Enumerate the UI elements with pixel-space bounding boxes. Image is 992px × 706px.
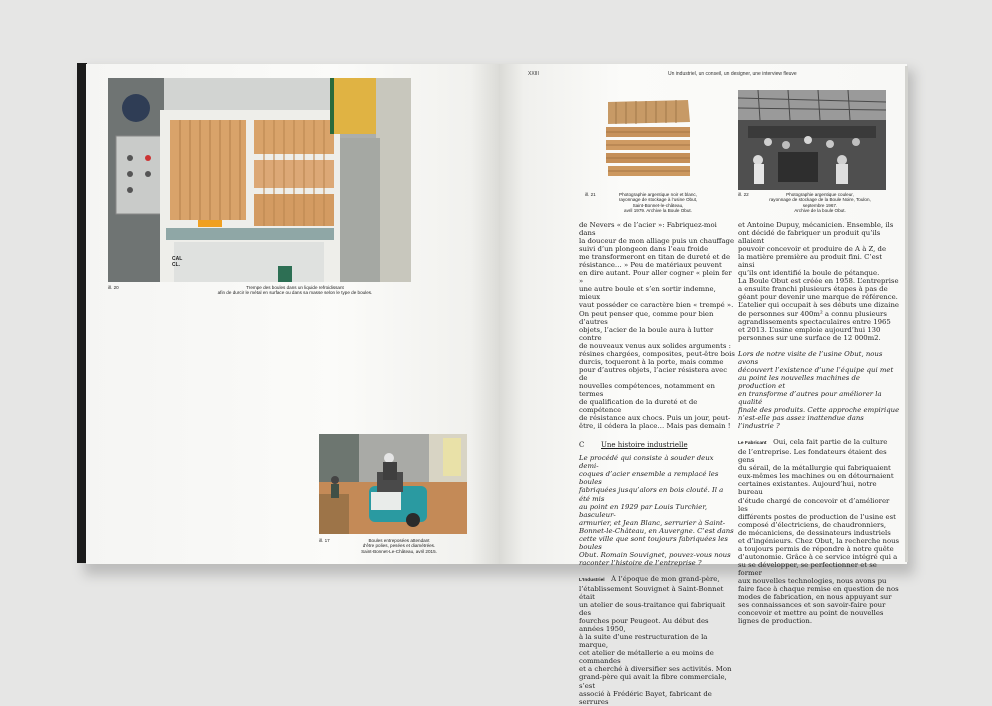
body-paragraph: et Antoine Dupuy, mécanicien. Ensemble, ils ont décidé de fabriquer un produit qu’ils allaient pouvoir concevoir et produire de A à Z, de la matière première au produit fini. C’est ainsi qu’ils ont identifié la boule de pétanque. La Boule Obut est créée en 1958. L’entreprise a ensuite franchi plusieurs étapes à pas de géant pour devenir une marque de référence. L’atelier qui occupait à ses débuts une dizaine de personnes sur 400m² a connu plusieurs agrandissements spectaculaires entre 1965 et 2013. L’usine emploie aujourd’hui 130 personnes sur une surface de 12 000m2. [738, 221, 899, 342]
photo-ill-21-image [602, 98, 694, 180]
running-title: Un industriel, un conseil, un designer, une interview fleuve [668, 71, 797, 77]
spacer [579, 567, 735, 575]
body-paragraph: de Nevers « de l’acier »: Fabriquez-moi dans la douceur de mon alliage puis un chauffage suivi d’un plongeon dans l’eau froide me transformeront en titan de dureté et de résistance… » Peu de matériaux peuvent en dire autant. Pour aller cogner « plein fer » une autre boule et s’en sortir indemne, mieux vaut posséder ce caractère bien « trempé ». On peut penser que, comme pour bien d’autres objets, l’acier de la boule aura à lutter contre de nouveaux venus aux solides arguments : résines chargées, composites, peut-être bois durcis, toqueront à la porte, mais comme pour d’autres objets, l’acier résistera avec de nouvelles compétences, notamment en termes de qualification de la dureté et de compétence de résistance aux chocs. Puis un jour, peut- être, il cédera la place… Mais pas demain ! [579, 221, 735, 431]
photo-ill-22-image [738, 90, 886, 190]
text-column-1 [579, 221, 735, 706]
answer-text: Oui, cela fait partie de la culture de l’entreprise. Les fondateurs étaient des gens du sérail, de la métallurgie qui fabriquaient eux-mêmes les machines ou en détournaient certaines existantes. Aujourd’hui, notre bureau d’étude chargé de concevoir et d’améliorer les différents postes de production de l’usine est composé d’électriciens, de chaudronniers, de mécaniciens, de dessinateurs industriels et d’ingénieurs. Chez Obut, la recherche nous a toujours permis de répondre à notre quête d’autonomie. Grâce à ce service intégré qui a su se développer, se perfectionner et se former aux nouvelles technologies, nous avons pu faire face à chaque remise en question de nos modes de fabrication, en nous appuyant sur ses connaissances et son savoir-faire pour concevoir et mettre au point de nouvelles lignes de production. [738, 438, 900, 626]
ill-20-caption-line: afin de durcir le métal en surface ou dans sa masse selon le type de boules. [217, 290, 373, 296]
ill-20-caption-line: Trempe des boules dans un liquide refroidissant [246, 285, 344, 290]
photo-ill-21 [602, 98, 694, 180]
speaker-label: Le Fabricant [738, 441, 767, 447]
page-number: XXIII [528, 71, 539, 77]
text-column-2 [738, 221, 900, 625]
ill-22-caption-line: Photographie argentique couleur, [786, 192, 854, 197]
photo-ill-22 [738, 90, 886, 190]
answer-text: À l’époque de mon grand-père, l’établissement Souvignet à Saint-Bonnet était un atelier de sous-traitance qui fabriquait des fourches pour Peugeot. Au début des années 1950, à la suite d’une restructuration de la marque, cet atelier de métallerie a eu moins de commandes et a cherché à diversifier ses activités. Mon grand-père qui avait la fibre commerciale, s’est associé à Frédéric Bayet, fabricant de serrures [579, 574, 732, 706]
ill-17-caption-line: d’être polies, pesées et diamétrées. [362, 543, 436, 549]
ill-17-caption [350, 538, 448, 554]
spacer [738, 430, 900, 438]
photo-ill-17 [319, 434, 467, 534]
photo-ill-20 [108, 78, 411, 282]
section-title: Une histoire industrielle [601, 441, 688, 450]
photo-label-text-2: CL. [172, 262, 181, 268]
ill-21-caption-line: avril 1979. Archive la Boule Obut. [624, 208, 692, 214]
ill-17-number: ill. 17 [319, 538, 330, 543]
interview-answer [738, 438, 900, 625]
ill-22-caption-line: septembre 1967. [802, 202, 838, 208]
ill-20-number: ill. 20 [108, 285, 119, 290]
ill-17-caption-line: Saint-Bonnet-Le-Château, avril 2015. [361, 548, 437, 554]
spacer [579, 430, 735, 438]
interview-question: Lors de notre visite de l’usine Obut, nous avons découvert l’existence d’une l’équipe qui met au point les nouvelles machines de production et en transforme d’autres pour améliorer la qualité finale des produits. Cette approche empirique n’est-elle pas assez inattendue dans l’industrie ? [738, 349, 900, 431]
ill-22-caption-line: rayonnage de stockage de la Boule Noire, Toulon, [769, 197, 871, 203]
page-edge [905, 66, 908, 562]
photo-label-text-1: CAL [172, 256, 183, 262]
spacer [738, 342, 900, 350]
ill-21-caption-line: rayonnage de stockage à l’usine Obut, [618, 197, 698, 203]
speaker-label: L’Industriel [579, 577, 605, 583]
interview-answer [579, 575, 735, 706]
interview-question: Le procédé qui consiste à souder deux demi- coques d’acier ensemble a remplacé les boules fabriquées jusqu’alors en bois clouté. Il a été mis au point en 1929 par Louis Turchier, basculeur- armurier, et Jean Blanc, serrurier à Saint- Bonnet-le-Château, en Auvergne. C’est dans cette ville que sont toujours fabriquées les boules Obut. Romain Souvignet, pouvez-vous nous raconter l’histoire de l’entreprise ? [579, 454, 734, 567]
ill-22-number: ill. 22 [738, 192, 749, 197]
section-heading [579, 441, 735, 449]
ill-21-caption-line: Saint-Bonnet-le-château, [632, 202, 684, 208]
ill-21-number: ill. 21 [585, 192, 596, 197]
photo-label-cal [172, 256, 182, 268]
ill-17-caption-line: Boules entreposées attendant [368, 538, 430, 543]
ill-21-caption-line: Photographie argentique noir et blanc, [619, 192, 697, 197]
photo-ill-20-image [108, 78, 411, 282]
ill-22-caption-line: Archive de la boule Obut. [794, 208, 846, 214]
section-letter: C [579, 441, 585, 450]
photo-ill-17-image [319, 434, 467, 534]
ill-22-caption [755, 192, 885, 214]
ill-21-caption [602, 192, 714, 214]
ill-20-caption [160, 285, 430, 296]
